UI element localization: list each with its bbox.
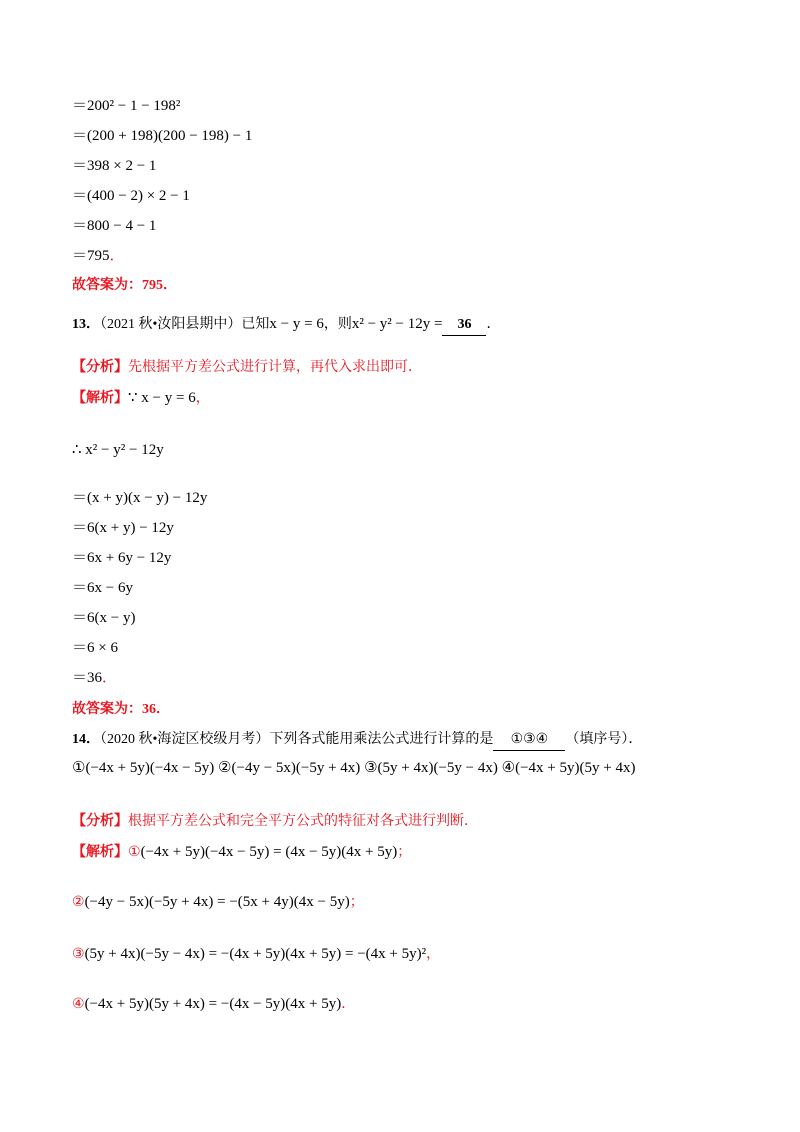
q13-expression: x² − y² − 12y =: [351, 316, 443, 332]
q13-question: [72, 314, 500, 336]
q14-text: 下列各式能用乘法公式进行计算的是: [269, 732, 494, 747]
q14-sol-2-mark: ②: [72, 895, 85, 910]
q14-question: [72, 730, 642, 751]
q13-because: ∵ x − y = 6: [128, 390, 196, 406]
q12-step-6: [72, 246, 125, 266]
q13-solution: [72, 388, 210, 409]
q13-step-6: ＝6 × 6: [72, 640, 118, 656]
q14-sol-4-period: ．: [341, 997, 356, 1012]
q14-number: 14．: [72, 732, 100, 747]
q14-option-4: (−4x + 5y)(5y + 4x): [515, 760, 636, 776]
q14-option-3: (5y + 4x)(−5y − 4x): [377, 760, 498, 776]
q14-sol-1-expr: (−4x + 5y)(−4x − 5y) = (4x − 5y)(4x + 5y): [140, 844, 398, 860]
q14-solution-1: [72, 842, 411, 863]
q13-answer: 故答案为：36．: [72, 702, 170, 717]
q13-step-2: ＝6(x + y) − 12y: [72, 520, 174, 536]
q14-solution-tag: 【解析】: [72, 845, 128, 860]
q13-condition: x − y = 6: [269, 316, 324, 332]
q13-step-7-expr: ＝36: [72, 670, 103, 686]
q14-sol-4-expr: (−4x + 5y)(5y + 4x) = −(4x − 5y)(4x + 5y): [84, 996, 342, 1012]
q14-options: [72, 758, 635, 778]
q13-therefore: ∴ x² − y² − 12y: [72, 442, 164, 458]
q12-step-4: ＝(400 − 2) × 2 − 1: [72, 188, 190, 204]
q13-solution-tag: 【解析】: [72, 391, 128, 406]
q13-period: ．: [102, 670, 118, 686]
q13-text2: ，则: [323, 317, 352, 332]
q12-period: ．: [109, 248, 125, 264]
q14-analysis: [72, 812, 478, 832]
q14-sol-3-mark: ③: [72, 947, 85, 962]
q12-step-3: ＝398 × 2 − 1: [72, 158, 157, 174]
q13-text1: 已知: [241, 317, 270, 332]
q13-because-comma: ，: [195, 391, 210, 406]
q14-sol-3-comma: ，: [426, 947, 441, 962]
q14-sol-1-mark: ①: [128, 845, 141, 860]
q14-sol-4-mark: ④: [72, 997, 85, 1012]
q13-analysis-text: 先根据平方差公式进行计算，再代入求出即可．: [128, 360, 422, 375]
q14-option-1-mark: ①: [72, 760, 86, 776]
q14-solution-4: [72, 994, 355, 1015]
q14-option-1: (−4x + 5y)(−4x − 5y): [85, 760, 215, 776]
q14-solution-3: [72, 944, 440, 965]
q13-answer-blank: 36: [442, 315, 486, 336]
q14-option-4-mark: ④: [501, 760, 516, 776]
q12-step-1: ＝200² − 1 − 198²: [72, 98, 181, 114]
q12-step-2: ＝(200 + 198)(200 − 198) − 1: [72, 128, 253, 144]
q14-sol-3-expr: (5y + 4x)(−5y − 4x) = −(4x + 5y)(4x + 5y) = −(4x + 5y)²: [84, 946, 427, 962]
q13-analysis-tag: 【分析】: [72, 360, 128, 375]
q13-step-1: ＝(x + y)(x − y) − 12y: [72, 490, 208, 506]
q14-option-2-mark: ②: [218, 760, 232, 776]
q14-analysis-text: 根据平方差公式和完全平方公式的特征对各式进行判断．: [128, 814, 478, 829]
q14-source: （2020 秋•海淀区校级月考）: [100, 732, 270, 747]
q14-fill: （填序号）．: [565, 732, 643, 747]
q13-step-4: ＝6x − 6y: [72, 580, 133, 596]
q13-source: （2021 秋•汝阳县期中）: [100, 317, 242, 332]
q14-analysis-tag: 【分析】: [72, 814, 128, 829]
q14-sol-2-semicolon: ；: [349, 895, 364, 910]
q13-step-5: ＝6(x − y): [72, 610, 136, 626]
q14-option-3-mark: ③: [364, 760, 378, 776]
q13-step-3: ＝6x + 6y − 12y: [72, 550, 172, 566]
q13-end: ．: [486, 317, 501, 332]
q13-analysis: [72, 358, 422, 378]
q14-sol-2-expr: (−4y − 5x)(−5y + 4x) = −(5x + 4y)(4x − 5y): [84, 894, 350, 910]
q12-step-5: ＝800 − 4 − 1: [72, 218, 157, 234]
q14-answer-blank: ①③④: [493, 730, 565, 751]
q12-step-6-expr: ＝795: [72, 248, 110, 264]
q13-step-7: [72, 668, 117, 688]
q14-option-2: (−4y − 5x)(−5y + 4x): [231, 760, 361, 776]
q14-solution-2: [72, 892, 364, 913]
q13-number: 13．: [72, 317, 100, 332]
q12-answer: 故答案为：795．: [72, 278, 177, 293]
q14-sol-1-semicolon: ；: [397, 845, 412, 860]
